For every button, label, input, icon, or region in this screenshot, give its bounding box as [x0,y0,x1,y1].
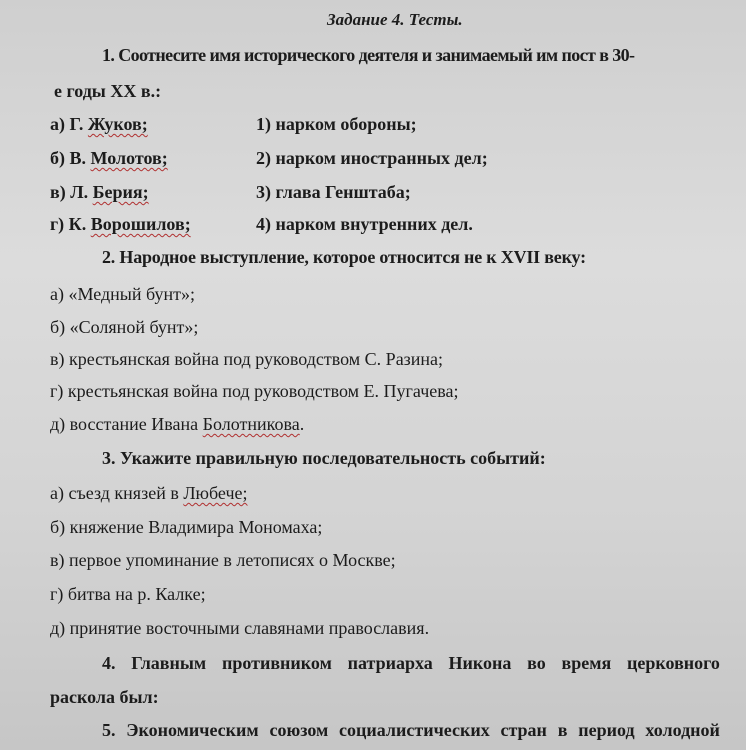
q1-left-d-name: Ворошилов; [90,214,191,234]
q3-option-a-prefix: а) съезд князей в [50,483,184,503]
q3-option-b: б) княжение Владимира Мономаха; [50,517,323,537]
q1-left-a [50,113,148,135]
q2-option-e [50,413,304,435]
q1-left-c-prefix: в) Л. [50,182,93,202]
q2-option-e-prefix: д) восстание Ивана [50,414,203,434]
q4-word: Главным [131,653,207,673]
q2-option-e-suffix: . [299,414,305,434]
q2-text: 2. Народное выступление, которое относится не к XVII веку: [102,247,586,267]
q5-word: период [578,720,635,740]
q4-word: церковного [627,653,720,673]
q5-word: Экономическим [126,720,259,740]
q4-word: 4. [102,653,116,673]
q4-text-line1 [102,652,720,674]
q1-left-d [50,213,191,235]
q2-option-b: б) «Соляной бунт»; [50,317,199,337]
q5-word: холодной [645,720,720,740]
q1-right-2: 2) нарком иностранных дел; [256,148,488,168]
q1-left-b-prefix: б) В. [50,148,91,168]
q3-option-e: д) принятие восточными славянами православия. [50,618,430,638]
q1-left-a-name: Жуков; [87,114,148,134]
q1-left-c-name: Берия; [92,182,149,202]
q1-left-a-prefix: а) Г. [50,114,88,134]
q1-right-4: 4) нарком внутренних дел. [256,214,473,234]
q5-word: союзом [269,720,329,740]
q5-text-line1 [102,719,720,741]
q4-word: Никона [448,653,512,673]
q2-option-a: а) «Медный бунт»; [50,284,195,304]
q5-word: 5. [102,720,116,740]
q3-option-c: в) первое упоминание в летописях о Москве; [50,550,396,570]
q4-word: патриарха [347,653,433,673]
q3-option-a [50,482,248,504]
q5-word: в [557,720,568,740]
q3-option-a-name: Любече; [183,483,248,503]
q3-text: 3. Укажите правильную последовательность событий: [102,448,546,468]
q4-word: время [561,653,612,673]
q1-left-c [50,181,149,203]
q5-word: стран [500,720,547,740]
q1-right-3: 3) глава Генштаба; [256,182,411,202]
q1-left-d-prefix: г) К. [50,214,91,234]
q2-option-c: в) крестьянская война под руководством С. Разина; [50,349,444,369]
q1-left-b [50,147,168,169]
q4-word: во [527,653,546,673]
q5-word: социалистических [339,720,490,740]
q1-text-line2: е годы XX в.: [54,81,162,101]
task-title: Задание 4. Тесты. [327,10,463,29]
q3-option-d: г) битва на р. Калке; [50,584,206,604]
q2-option-e-name: Болотникова [202,414,300,434]
q1-right-1: 1) нарком обороны; [256,114,417,134]
q1-left-b-name: Молотов; [90,148,168,168]
q2-option-d: г) крестьянская война под руководством Е. Пугачева; [50,381,459,401]
q4-word: противником [221,653,332,673]
q4-text-line2: раскола был: [50,687,159,707]
q1-text-line1: 1. Соотнесите имя исторического деятеля и занимаемый им пост в 30- [102,45,635,65]
